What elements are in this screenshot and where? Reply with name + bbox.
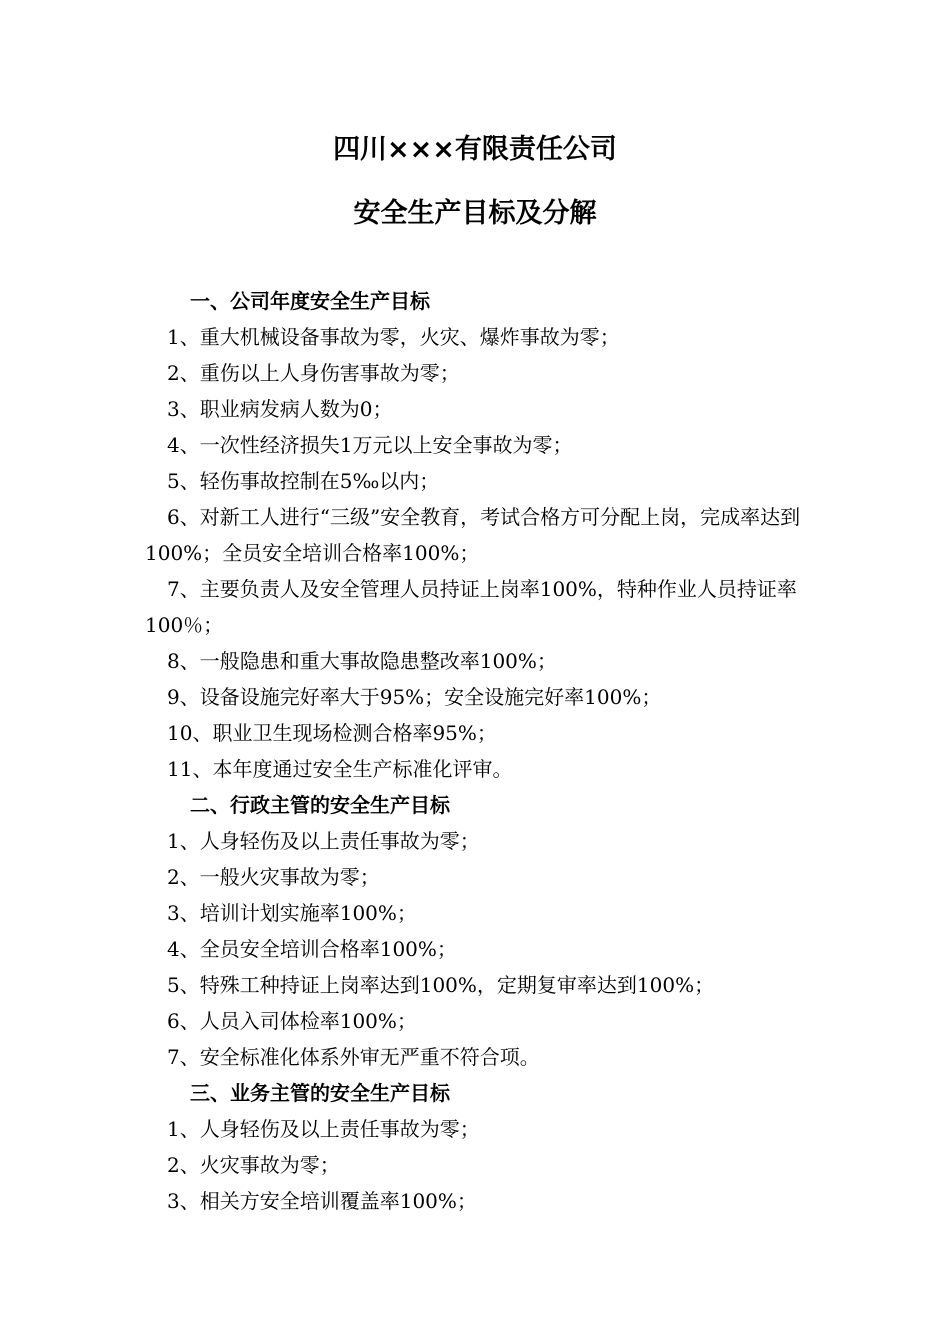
list-item: 3、培训计划实施率100%； (167, 901, 417, 925)
list-item: 7、安全标准化体系外审无严重不符合项。 (167, 1045, 540, 1069)
list-item: 2、重伤以上人身伤害事故为零； (167, 361, 460, 385)
list-item: 2、火灾事故为零； (167, 1153, 340, 1177)
list-item: 3、职业病发病人数为0； (167, 397, 393, 421)
document-body (145, 283, 815, 1219)
section-heading: 三、业务主管的安全生产目标 (190, 1081, 450, 1105)
list-item: 1、重大机械设备事故为零，火灾、爆炸事故为零； (167, 325, 620, 349)
list-item: 6、对新工人进行“三级”安全教育，考试合格方可分配上岗，完成率达到100%；全员安全培训合格率100%； (145, 505, 801, 565)
list-item: 6、人员入司体检率100%； (167, 1009, 417, 1033)
list-item: 8、一般隐患和重大事故隐患整改率100%； (167, 649, 557, 673)
list-item: 10、职业卫生现场检测合格率95%； (167, 721, 497, 745)
list-item: 5、特殊工种持证上岗率达到100%，定期复审率达到100%； (167, 973, 715, 997)
list-item: 2、一般火灾事故为零； (167, 865, 380, 889)
section-heading: 一、公司年度安全生产目标 (190, 289, 430, 313)
list-item: 3、相关方安全培训覆盖率100%； (167, 1189, 477, 1213)
document-title: 安全生产目标及分解 (353, 198, 597, 229)
list-item: 11、本年度通过安全生产标准化评审。 (167, 757, 513, 781)
list-item: 4、全员安全培训合格率100%； (167, 937, 457, 961)
company-title: 四川×××有限责任公司 (333, 134, 617, 165)
list-item: 9、设备设施完好率大于95%；安全设施完好率100%； (167, 685, 662, 709)
list-item: 4、一次性经济损失1万元以上安全事故为零； (167, 433, 573, 457)
list-item: 1、人身轻伤及以上责任事故为零； (167, 1117, 480, 1141)
section-heading: 二、行政主管的安全生产目标 (190, 793, 450, 817)
list-item: 1、人身轻伤及以上责任事故为零； (167, 829, 480, 853)
list-item: 7、主要负责人及安全管理人员持证上岗率100%，特种作业人员持证率100％； (145, 577, 797, 637)
list-item: 5、轻伤事故控制在5‰以内； (167, 469, 440, 493)
